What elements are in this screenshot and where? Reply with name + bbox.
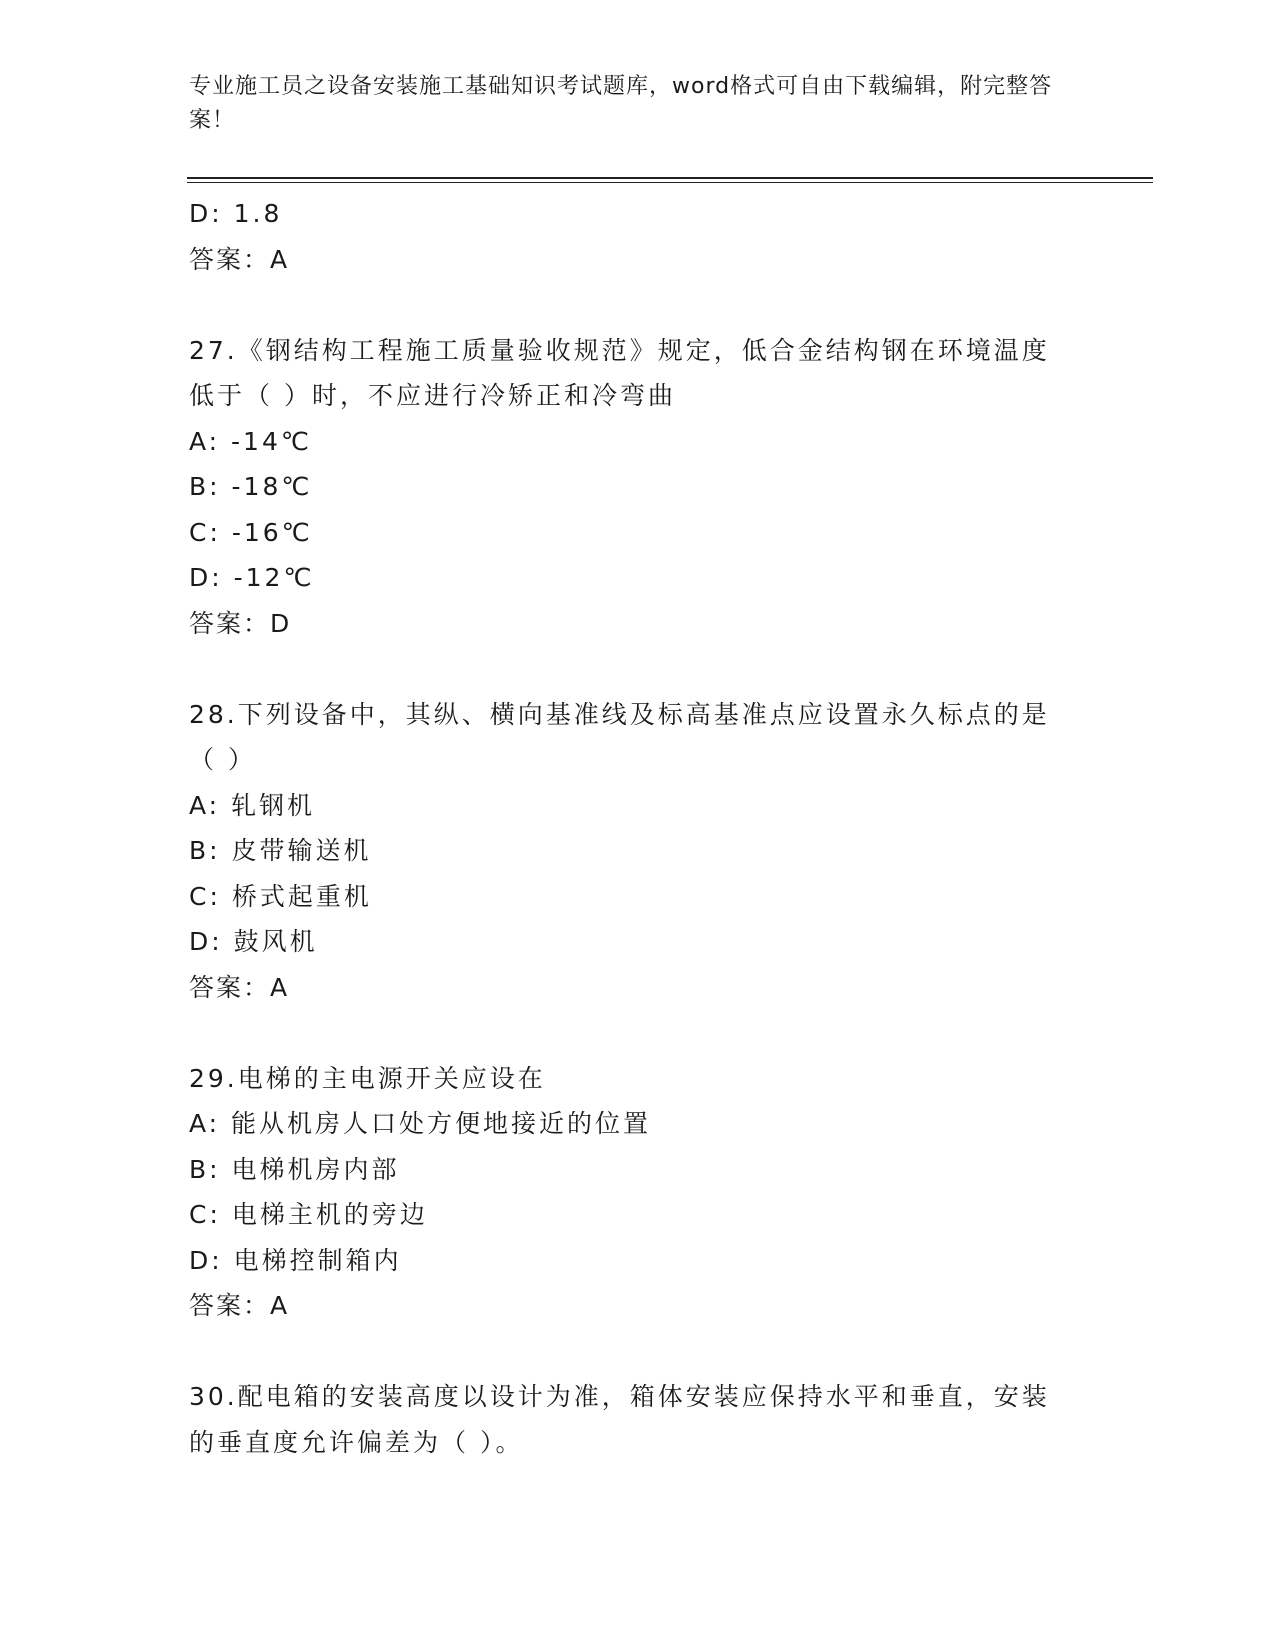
option-d: D: -12℃ (189, 563, 315, 592)
option-b: B: 电梯机房内部 (189, 1154, 400, 1184)
option-a: A: 轧钢机 (189, 790, 316, 820)
header-divider (187, 177, 1153, 179)
option-c: C: 桥式起重机 (189, 881, 372, 911)
question-30-stem-1: 30.配电箱的安装高度以设计为准，箱体安装应保持水平和垂直，安装 (189, 1382, 1050, 1411)
question-content (189, 191, 1089, 1465)
option-c: C: -16℃ (189, 517, 313, 547)
option-b: B: -18℃ (189, 472, 313, 501)
option-d: D: 1.8 (189, 199, 283, 228)
answer: 答案：A (189, 244, 290, 274)
question-30-stem-2: 的垂直度允许偏差为（ ）。 (189, 1427, 524, 1457)
question-27-stem-2: 低于（ ）时，不应进行冷矫正和冷弯曲 (189, 381, 676, 410)
option-a: A: -14℃ (189, 426, 312, 456)
option-b: B: 皮带输送机 (189, 836, 372, 865)
spacer (189, 282, 1089, 328)
header-divider-thin (187, 182, 1153, 183)
option-c: C: 电梯主机的旁边 (189, 1200, 428, 1229)
option-d: D: 鼓风机 (189, 927, 318, 956)
spacer (189, 646, 1089, 692)
question-28-stem-1: 28.下列设备中，其纵、横向基准线及标高基准点应设置永久标点的是 (189, 699, 1050, 729)
option-a: A: 能从机房人口处方便地接近的位置 (189, 1109, 652, 1138)
answer: 答案：A (189, 972, 290, 1002)
spacer (189, 1329, 1089, 1375)
option-d: D: 电梯控制箱内 (189, 1245, 402, 1275)
answer: 答案：D (189, 608, 292, 638)
question-28-stem-2: （ ） (189, 745, 256, 774)
question-29-stem-1: 29.电梯的主电源开关应设在 (189, 1063, 546, 1093)
answer: 答案：A (189, 1291, 290, 1320)
question-27-stem-1: 27.《钢结构工程施工质量验收规范》规定，低合金结构钢在环境温度 (189, 335, 1050, 365)
spacer (189, 1010, 1089, 1056)
page-header: 专业施工员之设备安装施工基础知识考试题库，word格式可自由下载编辑，附完整答案！ (189, 74, 1053, 133)
